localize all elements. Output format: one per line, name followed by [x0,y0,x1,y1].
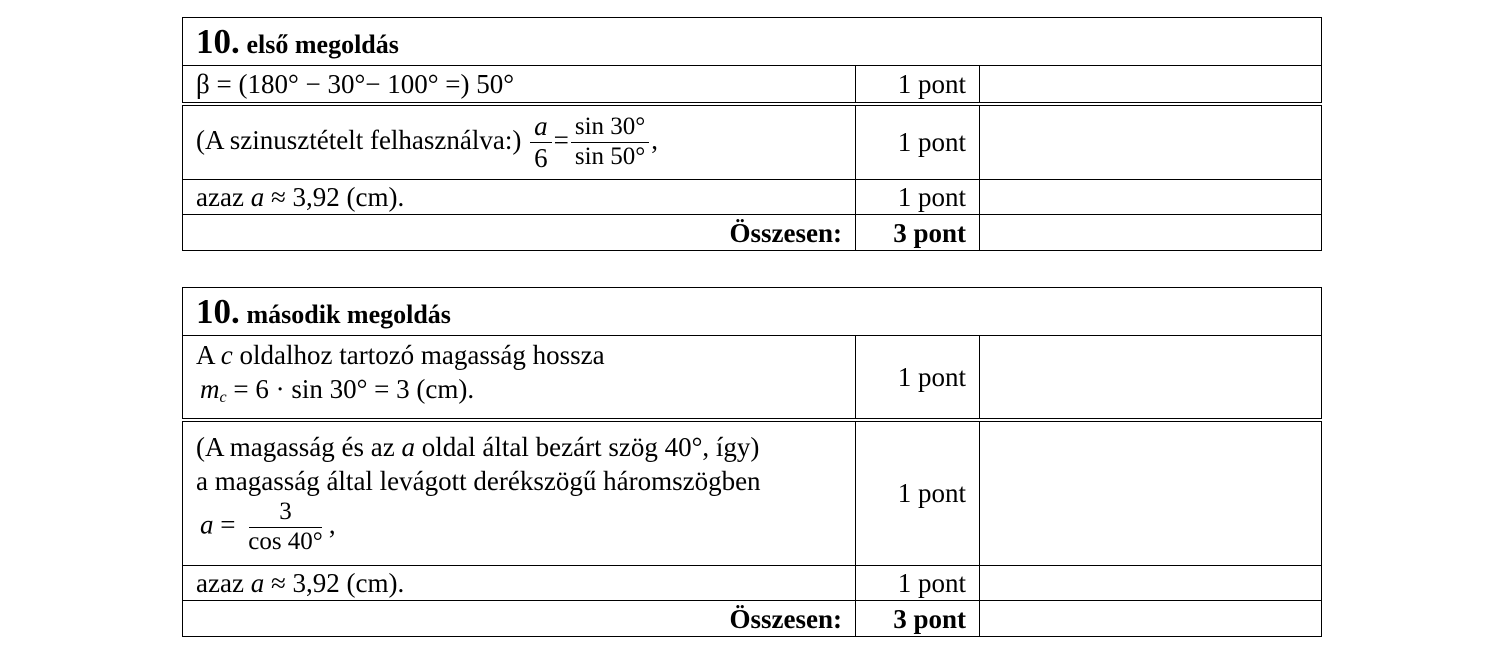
text-rest: ≈ 3,92 (cm). [270,182,405,212]
score-cell [980,180,1322,215]
numerator: 3 [249,498,322,528]
section-header-row [183,18,1322,66]
denominator: cos 40° [248,527,323,555]
fraction [571,113,649,172]
step-text [183,566,856,601]
step-points: 1 pont [856,66,980,104]
text-prefix: azaz [196,182,244,212]
total-points: 3 pont [856,601,980,637]
step-text [183,104,856,180]
variable: a [401,432,415,462]
step-text: β = (180° − 30°− 100° =) 50° [183,66,856,104]
total-row [183,601,1322,637]
text-prefix: azaz [196,568,244,598]
total-row [183,215,1322,251]
text-rest: oldalhoz tartozó magasság hossza [239,340,605,371]
text-rest: ≈ 3,92 (cm). [270,568,405,598]
subscript: c [219,389,227,407]
score-cell [980,66,1322,104]
solution-table-1 [182,17,1322,251]
score-cell [980,420,1322,566]
text-rest: = 6 · sin 30° = 3 (cm). [233,374,475,405]
score-cell [980,104,1322,180]
score-cell [980,566,1322,601]
text-line: a magasság által levágott derékszögű háromszögben [196,466,761,496]
suffix: , [328,509,336,540]
total-label: Összesen: [183,215,856,251]
score-cell [980,601,1322,637]
step-points: 1 pont [856,104,980,180]
variable: a [250,182,265,212]
text-line [196,430,842,464]
table-row [183,566,1322,601]
task-number: 10. [196,292,240,331]
variable: a [250,568,265,598]
section-header [183,18,1322,66]
step-points: 1 pont [856,180,980,215]
section-header [183,288,1322,336]
text-line [196,372,842,415]
table-row [183,180,1322,215]
table-row [183,104,1322,180]
equals-sign: = [220,509,236,540]
denominator: sin 50° [574,142,646,170]
score-cell [980,336,1322,420]
text-rest: oldal által bezárt szög 40°, így) [421,432,760,462]
task-number: 10. [196,22,240,61]
variable: m [200,374,220,405]
numerator: a [534,110,548,141]
fraction [244,498,327,557]
equals-sign: = [553,124,569,155]
table-row [183,66,1322,104]
step-points: 1 pont [856,336,980,420]
step-text [183,420,856,566]
section-title: első megoldás [246,30,399,59]
total-label: Összesen: [183,601,856,637]
solution-table-2 [182,287,1322,637]
variable: c [220,340,233,371]
step-points: 1 pont [856,420,980,566]
table-row [183,420,1322,566]
text-prefix: (A magasság és az [196,432,395,462]
total-points: 3 pont [856,215,980,251]
text-prefix: A [196,340,215,371]
table-row [183,336,1322,420]
denominator: 6 [534,142,548,173]
text-prefix: (A szinusztételt felhasználva:) [196,124,522,155]
formula-line [196,498,842,557]
step-text [183,180,856,215]
score-cell [980,215,1322,251]
section-title: második megoldás [246,300,451,329]
text-line [196,338,842,372]
suffix: , [651,124,659,155]
section-header-row [183,288,1322,336]
step-points: 1 pont [856,566,980,601]
fraction [530,111,552,174]
numerator: sin 30° [571,113,649,143]
step-text [183,336,856,420]
variable: a [200,509,214,540]
